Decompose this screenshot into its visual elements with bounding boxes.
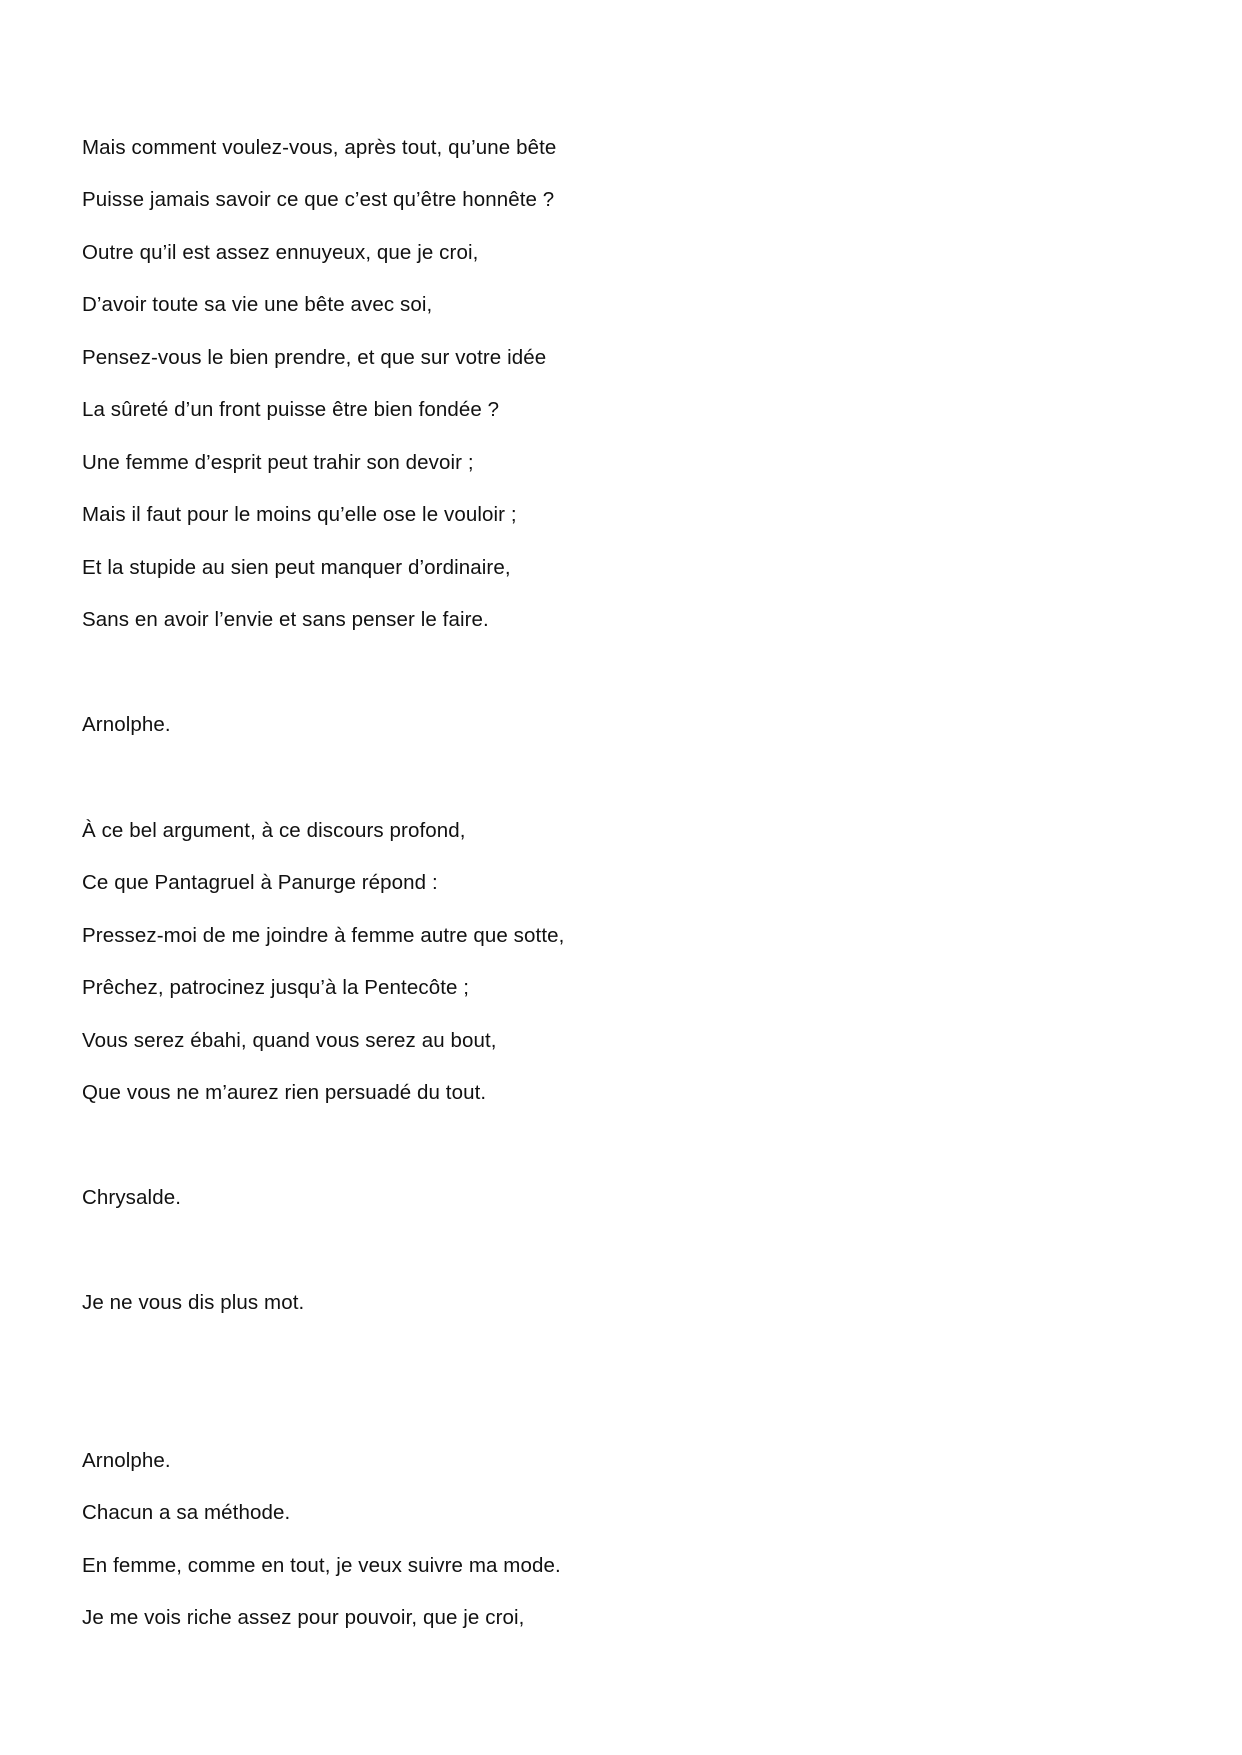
verse-line: Mais comment voulez-vous, après tout, qu’une bête (82, 136, 557, 159)
speaker-name: Arnolphe. (82, 1449, 171, 1472)
verse-line: Pensez-vous le bien prendre, et que sur votre idée (82, 346, 547, 369)
verse-line: Sans en avoir l’envie et sans penser le faire. (82, 608, 489, 631)
verse-line: Outre qu’il est assez ennuyeux, que je croi, (82, 241, 479, 264)
verse-line: Puisse jamais savoir ce que c’est qu’être honnête ? (82, 188, 555, 211)
verse-line: À ce bel argument, à ce discours profond, (82, 819, 466, 842)
verse-line: D’avoir toute sa vie une bête avec soi, (82, 293, 433, 316)
verse-line: Prêchez, patrocinez jusqu’à la Pentecôte ; (82, 976, 470, 999)
verse-line: Pressez-moi de me joindre à femme autre que sotte, (82, 924, 565, 947)
speaker-name: Chrysalde. (82, 1186, 181, 1209)
verse-line: Et la stupide au sien peut manquer d’ordinaire, (82, 556, 511, 579)
verse-line: Chacun a sa méthode. (82, 1501, 291, 1524)
verse-line: Je ne vous dis plus mot. (82, 1291, 305, 1314)
verse-line: Vous serez ébahi, quand vous serez au bout, (82, 1029, 497, 1052)
verse-line: Mais il faut pour le moins qu’elle ose le vouloir ; (82, 503, 517, 526)
verse-line: Je me vois riche assez pour pouvoir, que je croi, (82, 1606, 525, 1629)
verse-line: En femme, comme en tout, je veux suivre ma mode. (82, 1554, 561, 1577)
verse-line: Que vous ne m’aurez rien persuadé du tout. (82, 1081, 487, 1104)
verse-line: Ce que Pantagruel à Panurge répond : (82, 871, 438, 894)
verse-line: La sûreté d’un front puisse être bien fondée ? (82, 398, 500, 421)
speaker-name: Arnolphe. (82, 713, 171, 736)
verse-line: Une femme d’esprit peut trahir son devoir ; (82, 451, 474, 474)
